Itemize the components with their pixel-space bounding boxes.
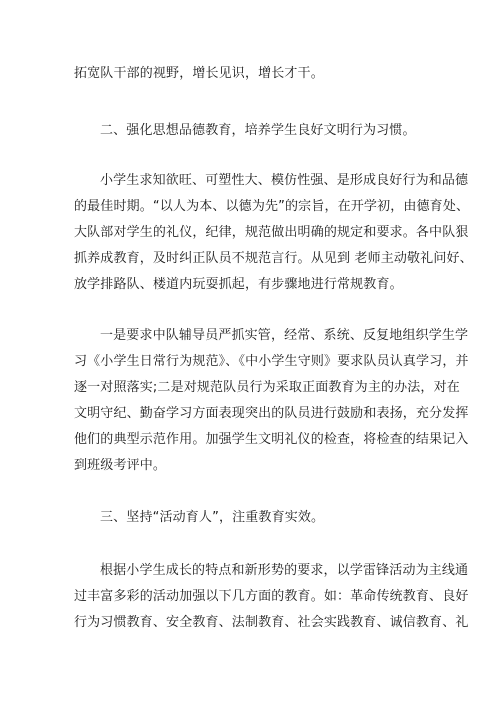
section-heading-two: 二、强化思想品德教育，培养学生良好文明行为习惯。 (100, 123, 416, 138)
section-heading-three: 三、坚持“活动育人”，注重教育实效。 (100, 510, 325, 525)
paragraph-line: 逐一对照落实;二是对规范队员行为采取正面教育为主的办法，对在 (74, 380, 460, 395)
paragraph-continuation-line: 拓宽队干部的视野，增长见识，增长才干。 (74, 66, 324, 81)
paragraph-line: 根据小学生成长的特点和新形势的要求，以学雷锋活动为主线通 (100, 563, 469, 578)
paragraph-line: 的最佳时期。“以人为本、以德为先”的宗旨，在开学初，由德育处、 (74, 199, 470, 214)
paragraph-line: 行为习惯教育、安全教育、法制教育、社会实践教育、诚信教育、礼 (74, 615, 469, 630)
paragraph-line: 他们的典型示范作用。加强学生文明礼仪的检查，将检查的结果记入 (74, 432, 469, 447)
paragraph-line: 抓养成教育，及时纠正队员不规范言行。从见到 老师主动敬礼问好、 (74, 251, 473, 266)
paragraph-line: 大队部对学生的礼仪，纪律，规范做出明确的规定和要求。各中队狠 (74, 225, 469, 240)
paragraph-line: 一是要求中队辅导员严抓实管，经常、系统、反复地组织学生学 (100, 328, 469, 343)
paragraph-line: 小学生求知欲旺、可塑性大、模仿性强、是形成良好行为和品德 (100, 173, 469, 188)
paragraph-line: 文明守纪、勤奋学习方面表现突出的队员进行鼓励和表扬，充分发挥 (74, 406, 469, 421)
paragraph-line: 习《小学生日常行为规范》、《中小学生守则》要求队员认真学习，并 (74, 354, 469, 369)
paragraph-line: 放学排路队、楼道内玩耍抓起，有步骤地进行常规教育。 (74, 277, 403, 292)
paragraph-line: 过丰富多彩的活动加强以下几方面的教育。如：革命传统教育、良好 (74, 589, 469, 604)
paragraph-line: 到班级考评中。 (74, 458, 167, 473)
